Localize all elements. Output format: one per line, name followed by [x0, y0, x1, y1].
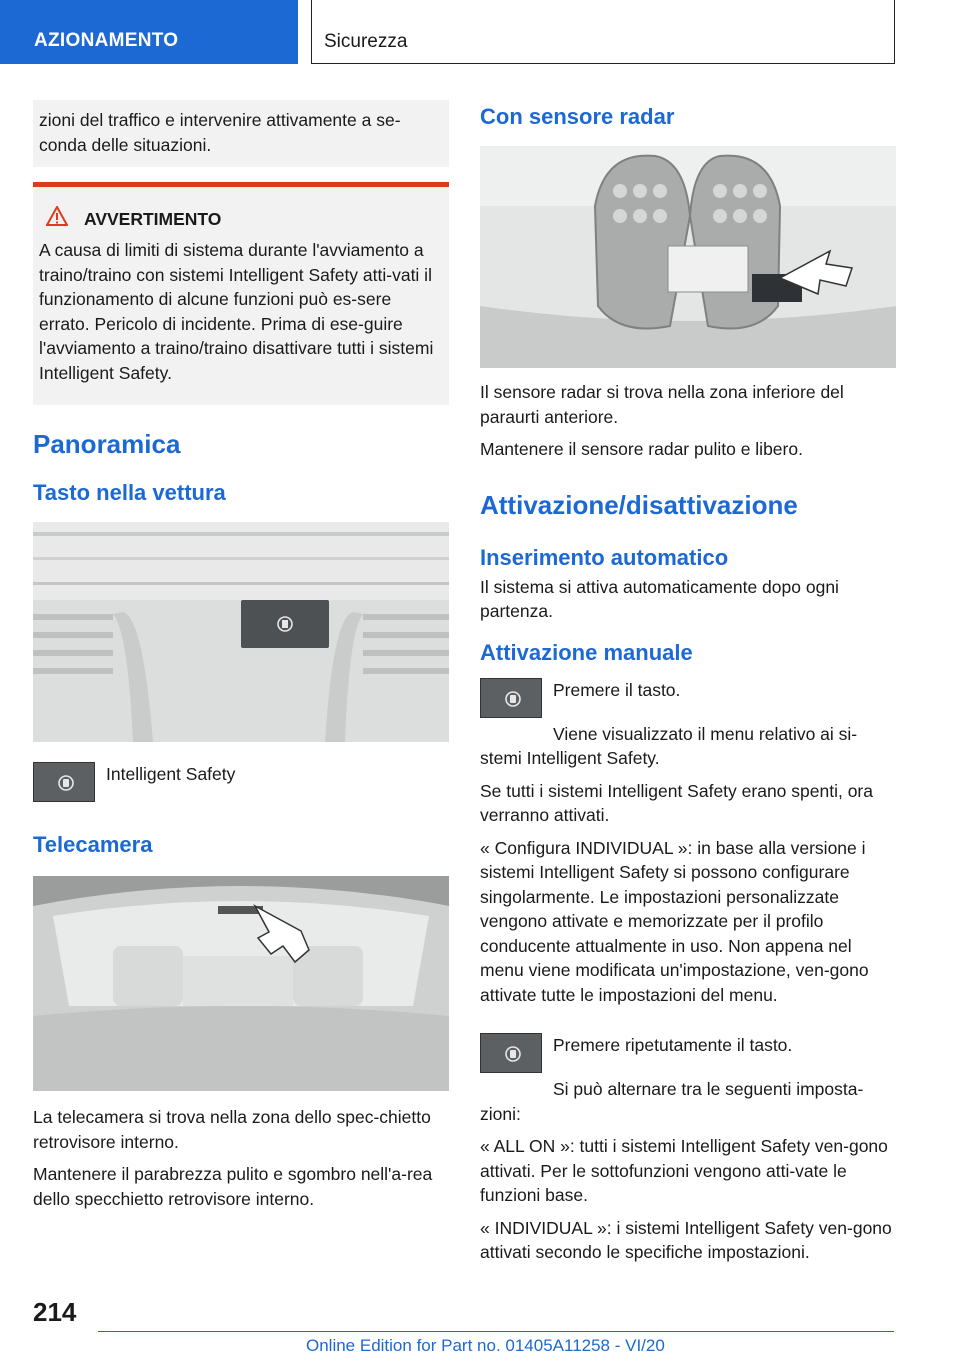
- repeat-text-2: « ALL ON »: tutti i sistemi Intelligent Safety ven-gono attivati. Per le sottofunzioni vengono atti-vate le funzioni base.: [480, 1136, 888, 1205]
- heading-telecamera: Telecamera: [33, 832, 153, 857]
- warning-title: [84, 209, 443, 230]
- camera-text-2: Mantenere il parabrezza pulito e sgombro nell'a-rea dello specchietto retrovisore interno.: [33, 1164, 433, 1209]
- repeat-step-text: Premere ripetutamente il tasto.: [553, 1035, 793, 1055]
- warning-triangle-icon: [46, 206, 68, 226]
- footer-divider: [98, 1331, 894, 1332]
- warning-title-text: AVVERTIMENTO: [84, 209, 222, 229]
- radar-sensor-image: [480, 146, 896, 368]
- footer-edition: Online Edition for Part no. 01405A11258 - VI/20: [306, 1336, 665, 1355]
- intelligent-safety-button-icon[interactable]: [33, 762, 95, 802]
- right-column: [480, 100, 896, 1265]
- heading-radar: Con sensore radar: [480, 104, 675, 129]
- heading-tasto: Tasto nella vettura: [33, 480, 226, 505]
- intro-text: zioni del traffico e intervenire attivamente a se-conda delle situazioni.: [39, 110, 401, 155]
- manual-text-2: Se tutti i sistemi Intelligent Safety erano spenti, ora verranno attivati.: [480, 780, 873, 825]
- left-column: [33, 100, 449, 1211]
- chapter-tab[interactable]: [311, 0, 895, 64]
- camera-image: [33, 876, 449, 1091]
- warning-box: [33, 182, 449, 405]
- manual-text-3: « Configura INDIVIDUAL »: in base alla versione i sistemi Intelligent Safety si possono configurare singolarmente. Le impostazioni personalizzate vengono attivate e memorizzate per il profilo conducente attualmente in uso. Non appena nel menu viene modificata un'impostazione, ven-gono attivate tutte le impostazioni del menu.: [480, 837, 869, 1005]
- repeat-text-3: « INDIVIDUAL »: i sistemi Intelligent Safety ven-gono attivati secondo le specifiche impostazioni.: [480, 1217, 892, 1262]
- manual-step-row: [480, 678, 896, 718]
- heading-inserimento-auto: Inserimento automatico: [480, 544, 729, 570]
- auto-text: Il sistema si attiva automaticamente dopo ogni partenza.: [480, 576, 839, 621]
- intelligent-safety-label: Intelligent Safety: [106, 764, 236, 784]
- manual-step-result: Viene visualizzato il menu relativo ai si-stemi Intelligent Safety.: [480, 723, 858, 768]
- radar-text-1: Il sensore radar si trova nella zona inferiore del paraurti anteriore.: [480, 382, 844, 427]
- camera-text-1: La telecamera si trova nella zona dello spec-chietto retrovisore interno.: [33, 1107, 431, 1152]
- section-tab[interactable]: [0, 0, 298, 64]
- dashboard-button-image: [33, 522, 449, 742]
- warning-text: A causa di limiti di sistema durante l'avviamento a traino/traino con sistemi Intelligent Safety atti-vati il funzionamento di alcune funzioni può es-sere errato. Pericolo di incidente. Prima di ese-guire l'avviamento a traino/traino disattivare tutti i sistemi Intelligent Safety.: [39, 240, 434, 383]
- manual-step-text: Premere il tasto.: [553, 679, 681, 700]
- intro-box: [33, 100, 449, 167]
- intelligent-safety-button-icon[interactable]: [480, 1033, 542, 1073]
- repeat-step-row: [480, 1033, 896, 1073]
- chapter-title: Sicurezza: [324, 31, 408, 52]
- heading-attivazione: Attivazione/disattivazione: [480, 489, 798, 520]
- intelligent-safety-button-icon[interactable]: [480, 678, 542, 718]
- heading-manuale: Attivazione manuale: [480, 639, 693, 665]
- section-title: AZIONAMENTO: [34, 30, 179, 51]
- heading-panoramica: Panoramica: [33, 429, 181, 459]
- page-number: 214: [33, 1297, 77, 1327]
- intelligent-safety-row: [33, 762, 449, 802]
- repeat-step-result: Si può alternare tra le seguenti imposta-zioni:: [480, 1079, 864, 1124]
- radar-text-2: Mantenere il sensore radar pulito e libero.: [480, 439, 803, 459]
